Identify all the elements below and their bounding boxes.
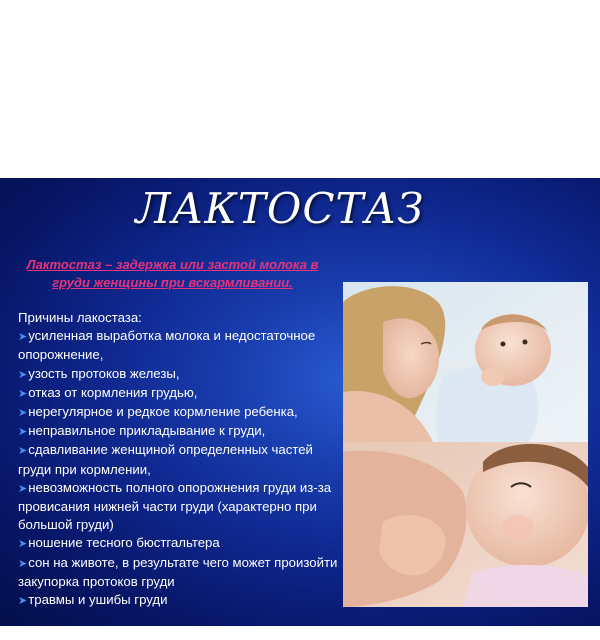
arrow-bullet-icon: ➤	[18, 445, 28, 458]
arrow-bullet-icon: ➤	[18, 331, 28, 344]
arrow-bullet-icon: ➤	[18, 482, 28, 495]
baby-eye	[501, 342, 506, 347]
list-item: ➤сон на животе, в результате чего может произойти закупорка протоков груди	[18, 554, 338, 589]
list-item: ➤нерегулярное и редкое кормление ребенка,	[18, 404, 298, 420]
arrow-bullet-icon: ➤	[18, 407, 28, 420]
list-item: ➤отказ от кормления грудью,	[18, 384, 198, 400]
slide	[0, 178, 600, 626]
slide-title: ЛАКТОСТАЗ	[135, 184, 425, 233]
list-item: ➤сдавливание женщиной определенных частей груди при кормлении,	[18, 442, 313, 477]
list-item: ➤невозможность полного опорожнения груди из-за провисания нижней части груди (характерно при большой груди)	[18, 479, 332, 533]
arrow-bullet-icon: ➤	[18, 557, 28, 570]
breastfeeding-photo	[343, 282, 588, 607]
photo-illustration	[343, 282, 588, 607]
causes-heading: Причины лакостаза:	[18, 310, 142, 325]
definition-text: Лактостаз – задержка или застой молока в груди женщины при вскармливании.	[26, 257, 319, 290]
list-item: ➤узость протоков железы,	[18, 365, 180, 381]
arrow-bullet-icon: ➤	[18, 595, 28, 608]
baby-hand	[481, 368, 505, 386]
arrow-bullet-icon: ➤	[18, 368, 28, 381]
baby-clothes-bottom	[463, 565, 588, 607]
list-item: ➤усиленная выработка молока и недостаточное опорожнение,	[18, 328, 316, 363]
arrow-bullet-icon: ➤	[18, 426, 28, 439]
list-item: ➤неправильное прикладывание к груди,	[18, 423, 266, 439]
arrow-bullet-icon: ➤	[18, 538, 28, 551]
causes-list	[18, 327, 338, 610]
arrow-bullet-icon: ➤	[18, 387, 28, 400]
list-item: ➤травмы и ушибы груди	[18, 592, 168, 608]
baby-eye	[523, 340, 528, 345]
causes-block	[18, 309, 338, 610]
list-item: ➤ношение тесного бюстгальтера	[18, 535, 220, 551]
baby-cheek	[502, 515, 534, 539]
